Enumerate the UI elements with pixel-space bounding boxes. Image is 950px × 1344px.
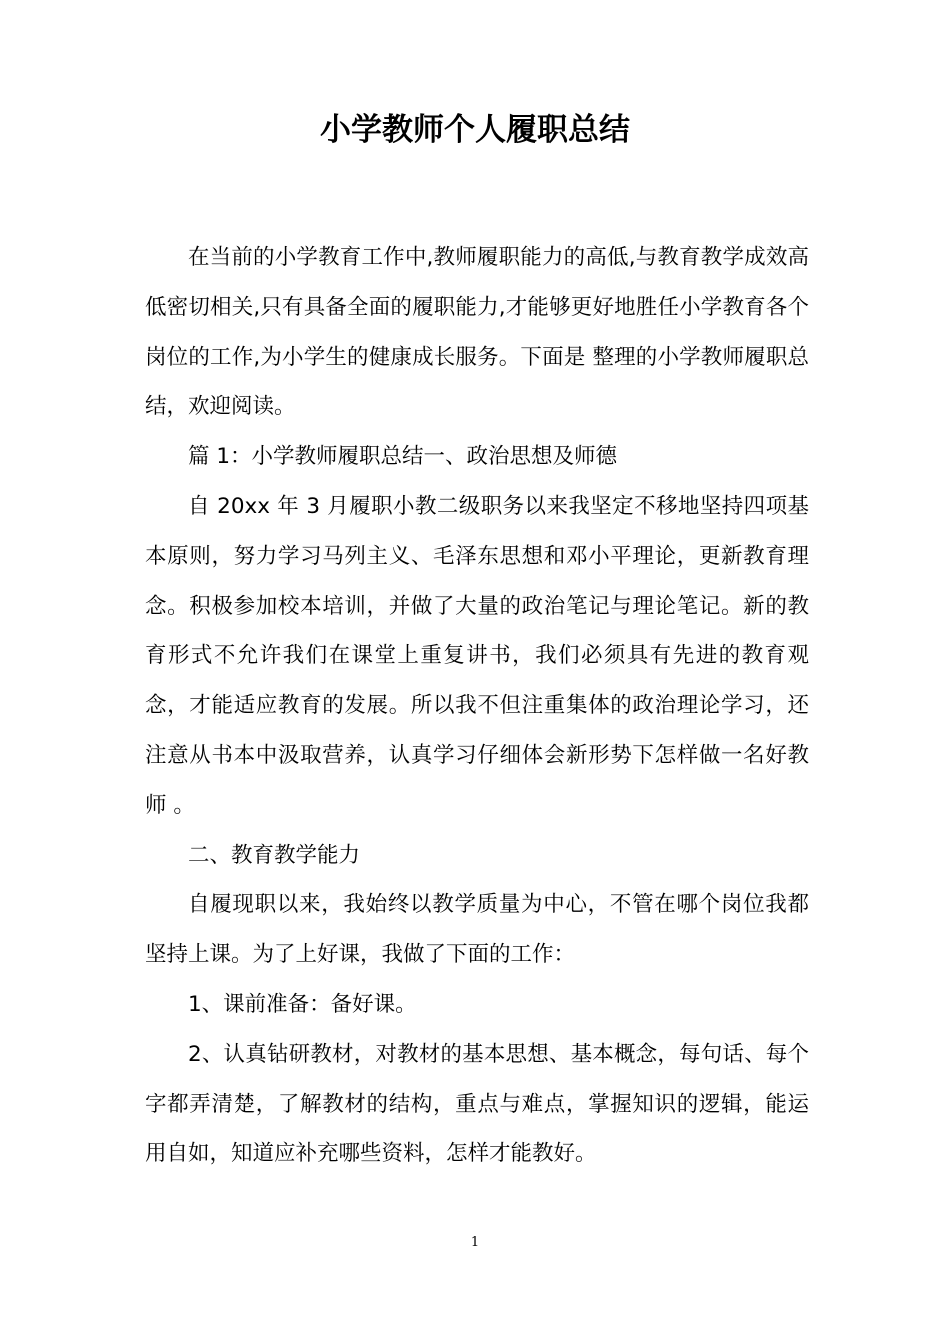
section-heading-politics: 篇 1：小学教师履职总结一、政治思想及师德 xyxy=(188,444,618,470)
teaching-paragraph: 自履现职以来，我始终以教学质量为中心，不管在哪个岗位我都坚持上课。为了上好课，我做了下面的工作： xyxy=(145,892,809,968)
document-body xyxy=(145,233,809,1179)
document-title: 小学教师个人履职总结 xyxy=(320,112,630,148)
politics-paragraph: 自 20xx 年 3 月履职小教二级职务以来我坚定不移地坚持四项基本原则，努力学习马列主义、毛泽东思想和邓小平理论，更新教育理念。积极参加校本培训，并做了大量的政治笔记与理论笔记。新的教育形式不允许我们在课堂上重复讲书，我们必须具有先进的教育观念，才能适应教育的发展。所以我不但注重集体的政治理论学习，还注意从书本中汲取营养，认真学习仔细体会新形势下怎样做一名好教师 。 xyxy=(145,493,809,818)
list-item-preparation: 1、课前准备：备好课。 xyxy=(188,991,417,1017)
section-heading-teaching: 二、教育教学能力 xyxy=(188,842,361,868)
intro-paragraph: 在当前的小学教育工作中,教师履职能力的高低,与教育教学成效高低密切相关,只有具备全面的履职能力,才能够更好地胜任小学教育各个岗位的工作,为小学生的健康成长服务。下面是 整理的小学教师履职总结，欢迎阅读。 xyxy=(145,245,809,420)
list-item-textbook-study: 2、认真钻研教材，对教材的基本思想、基本概念，每句话、每个字都弄清楚，了解教材的结构，重点与难点，掌握知识的逻辑，能运用自如，知道应补充哪些资料，怎样才能教好。 xyxy=(145,1041,809,1167)
page-number: 1 xyxy=(470,1235,480,1250)
